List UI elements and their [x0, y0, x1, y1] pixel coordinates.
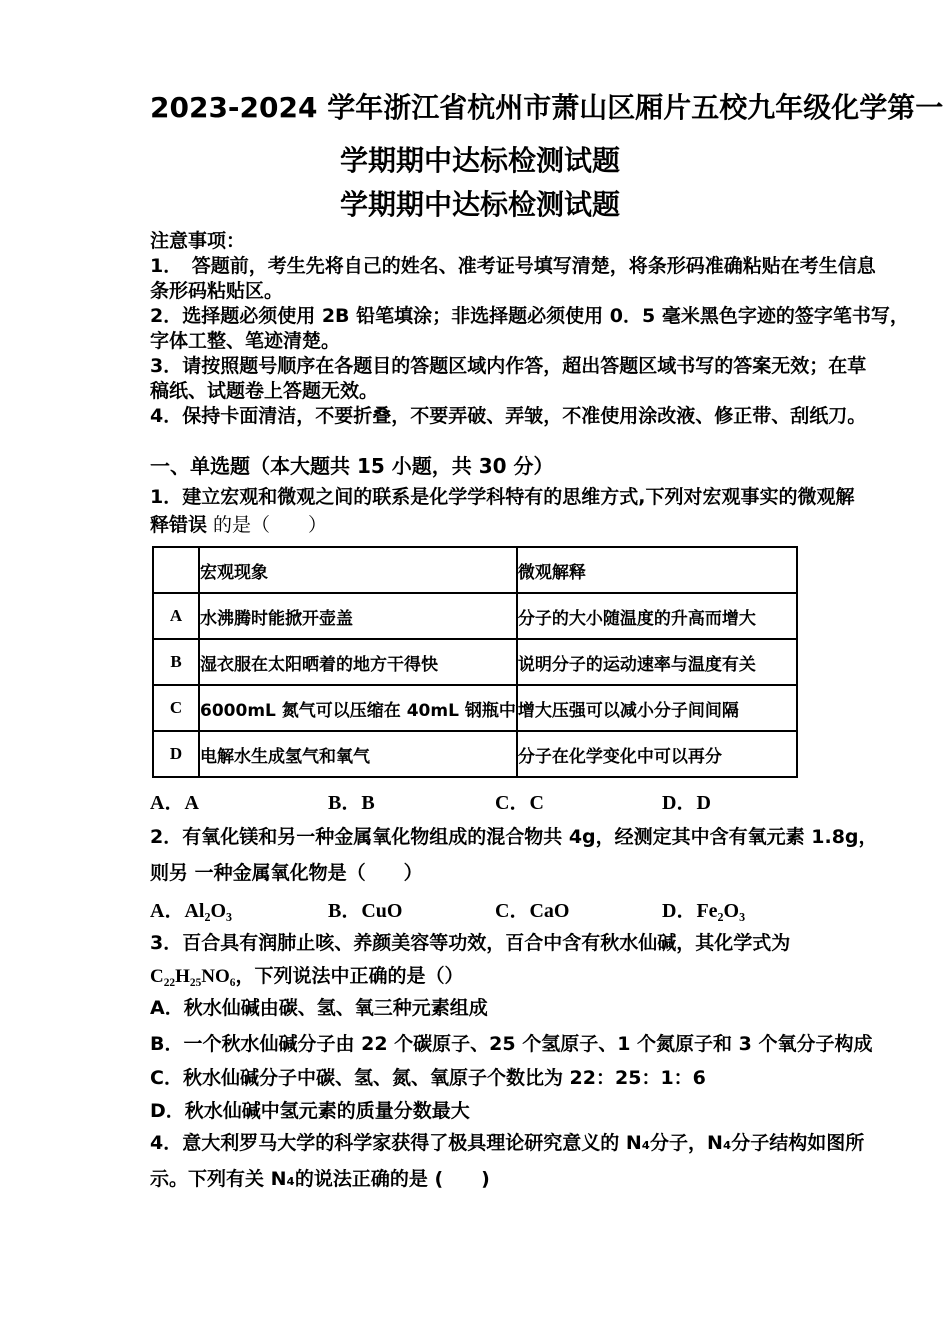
- notice-line: 4．保持卡面清洁，不要折叠，不要弄破、弄皱，不准使用涂改液、修正带、刮纸刀。: [150, 405, 867, 427]
- q1-row-c-label: C: [153, 685, 199, 731]
- document-title-line2: 学期期中达标检测试题: [339, 144, 620, 177]
- notice-line: 条形码粘贴区。: [150, 280, 284, 302]
- q1-row-b-label: B: [153, 639, 199, 685]
- q1-option-c: C．C: [495, 792, 544, 814]
- notice-line: 稿纸、试题卷上答题无效。: [150, 380, 379, 402]
- q4-stem-line1: 4．意大利罗马大学的科学家获得了极具理论研究意义的 N₄分子，N₄分子结构如图所: [150, 1132, 865, 1154]
- q1-row-b-micro: 说明分子的运动速率与温度有关: [517, 639, 797, 685]
- q1-row-a-label: A: [153, 593, 199, 639]
- q1-stem-emphasis: 释错误: [150, 514, 208, 536]
- q2-option-a: A．Al₂O₃: [150, 900, 232, 922]
- q1-table-header-cell-macro: 宏观现象: [199, 547, 517, 593]
- q1-row-b-macro: 湿衣服在太阳晒着的地方干得快: [199, 639, 517, 685]
- exam-content: [150, 90, 944, 1192]
- notice-line: 3．请按照题号顺序在各题目的答题区域内作答，超出答题区域书写的答案无效；在草: [150, 355, 867, 377]
- question-4: [150, 1130, 865, 1192]
- q1-stem-line2: [150, 512, 810, 538]
- q3-option-c: C．秋水仙碱分子中碳、氢、氮、氧原子个数比为 22：25：1：6: [150, 1067, 706, 1089]
- notices-section: [150, 229, 909, 429]
- q1-stem-line1: 1．建立宏观和微观之间的联系是化学学科特有的思维方式,下列对宏观事实的微观解: [150, 486, 855, 508]
- question-2: [150, 824, 878, 924]
- q1-table-row-b: [153, 639, 797, 685]
- q1-row-d-macro: 电解水生成氢气和氧气: [199, 731, 517, 777]
- q1-options-row: [150, 790, 810, 816]
- q1-table-header-cell-blank: [153, 547, 199, 593]
- q3-stem-line1: 3．百合具有润肺止咳、养颜美容等功效，百合中含有秋水仙碱，其化学式为: [150, 932, 791, 954]
- q2-option-d: D．Fe₂O₃: [662, 900, 746, 922]
- notices-heading: 注意事项：: [150, 230, 246, 252]
- q1-row-a-macro: 水沸腾时能掀开壶盖: [199, 593, 517, 639]
- q1-table-header-cell-micro: 微观解释: [517, 547, 797, 593]
- q1-row-d-micro: 分子在化学变化中可以再分: [517, 731, 797, 777]
- section-heading: 一、单选题（本大题共 15 小题，共 30 分）: [150, 454, 554, 478]
- q1-row-c-macro: 6000mL 氮气可以压缩在 40mL 钢瓶中: [199, 685, 517, 731]
- q1-option-a: A．A: [150, 792, 199, 814]
- q1-stem-tail: 的是（ ）: [207, 514, 328, 536]
- q2-stem-line2: 则另 一种金属氧化物是（ ）: [150, 862, 423, 884]
- q2-option-c: C．CaO: [495, 900, 570, 922]
- q1-table: [152, 546, 798, 778]
- notice-line: 1． 答题前，考生先将自己的姓名、准考证号填写清楚，将条形码准确粘贴在考生信息: [150, 255, 876, 277]
- q1-table-header-row: [153, 547, 797, 593]
- q1-table-row-c: [153, 685, 797, 731]
- q1-row-d-label: D: [153, 731, 199, 777]
- document-title-line1: 2023-2024 学年浙江省杭州市萧山区厢片五校九年级化学第一: [150, 91, 944, 124]
- q3-stem-line2: C₂₂H₂₅NO₆，下列说法中正确的是（）: [150, 966, 464, 987]
- q1-option-d: D．D: [662, 792, 711, 814]
- q1-table-row-a: [153, 593, 797, 639]
- q2-option-b: B．CuO: [328, 900, 403, 922]
- document-title-line3: 学期期中达标检测试题: [339, 188, 620, 221]
- q4-stem-line2: 示。下列有关 N₄的说法正确的是 ( ): [150, 1168, 490, 1190]
- question-1: [150, 484, 855, 816]
- q2-stem-line1: 2．有氧化镁和另一种金属氧化物组成的混合物共 4g，经测定其中含有氧元素 1.8g，: [150, 826, 878, 848]
- q3-option-b: B．一个秋水仙碱分子由 22 个碳原子、25 个氢原子、1 个氮原子和 3 个氧分子构成: [150, 1033, 873, 1055]
- q1-table-row-d: [153, 731, 797, 777]
- notice-line: 字体工整、笔迹清楚。: [150, 330, 341, 352]
- q3-option-a: A．秋水仙碱由碳、氢、氧三种元素组成: [150, 997, 488, 1019]
- question-3: [150, 930, 873, 1124]
- q1-row-c-micro: 增大压强可以减小分子间间隔: [517, 685, 797, 731]
- q1-row-a-micro: 分子的大小随温度的升高而增大: [517, 593, 797, 639]
- q2-options-row: [150, 898, 810, 924]
- q1-option-b: B．B: [328, 792, 375, 814]
- q3-option-d: D．秋水仙碱中氢元素的质量分数最大: [150, 1100, 470, 1122]
- notice-line: 2．选择题必须使用 2B 铅笔填涂；非选择题必须使用 0．5 毫米黑色字迹的签字笔书写，: [150, 305, 909, 327]
